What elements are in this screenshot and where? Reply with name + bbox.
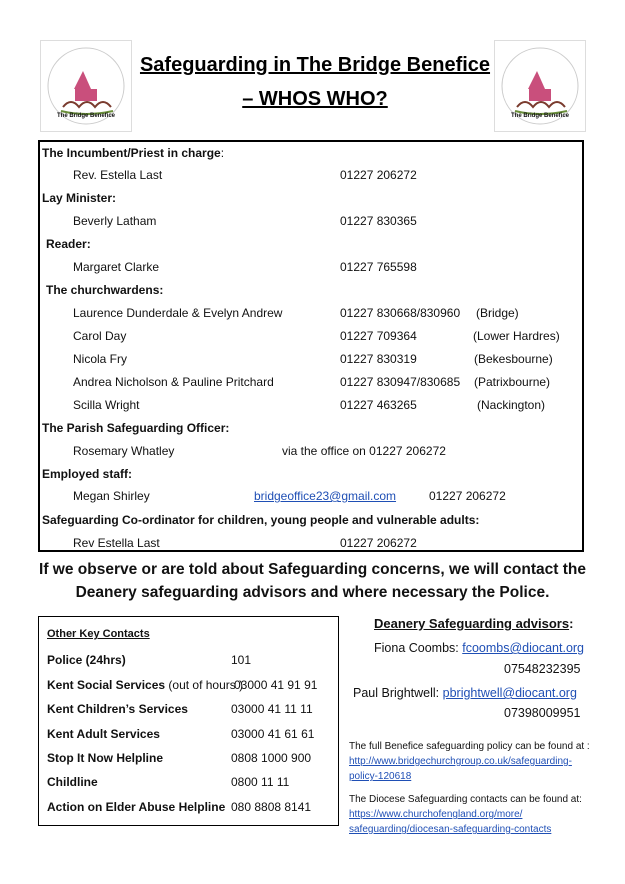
key-contact-row: Kent Adult Services [47, 727, 160, 741]
churchwarden-parish: (Nackington) [477, 398, 546, 412]
employed-staff-phone: 01227 206272 [429, 489, 506, 503]
notice-line-1: If we observe or are told about Safeguarding concerns, we will contact the [39, 561, 586, 578]
employed-staff-heading: Employed staff: [42, 467, 133, 481]
deanery-advisor: Fiona Coombs: fcoombs@diocant.org [374, 641, 585, 655]
churchwarden-parish: (Bekesbourne) [474, 352, 553, 366]
lay-minister-phone: 01227 830365 [340, 214, 417, 228]
employed-staff-name: Megan Shirley [73, 489, 150, 503]
notice-line-2: Deanery safeguarding advisors and where necessary the Police. [75, 584, 550, 601]
key-contact-row: Action on Elder Abuse Helpline [47, 800, 226, 814]
advisor-phone: 07548232395 [504, 662, 581, 676]
churchwarden-parish: (Lower Hardres) [473, 329, 560, 343]
key-contact-number: 0800 11 11 [231, 775, 290, 789]
employed-staff-email-link[interactable]: bridgeoffice23@gmail.com [254, 489, 397, 503]
parish-officer-heading: The Parish Safeguarding Officer: [42, 421, 230, 435]
logo-caption: The Bridge Benefice [510, 113, 569, 119]
policy-link-cont[interactable]: policy-120618 [349, 771, 412, 782]
key-contact-row: Childline [47, 775, 98, 789]
incumbent-name: Rev. Estella Last [73, 168, 163, 182]
churchwarden-parish: (Patrixbourne) [474, 375, 551, 389]
deanery-heading: Deanery Safeguarding advisors: [374, 616, 574, 631]
advisor-phone: 07398009951 [504, 706, 581, 720]
key-contact-number: 080 8808 8141 [231, 800, 312, 814]
coordinator-heading: Safeguarding Co-ordinator for children, young people and vulnerable adults: [42, 513, 480, 527]
incumbent-phone: 01227 206272 [340, 168, 417, 182]
reader-heading: Reader: [46, 237, 91, 251]
churchwarden-phone: 01227 830319 [340, 352, 417, 366]
coordinator-phone: 01227 206272 [340, 536, 417, 550]
churchwarden-name: Andrea Nicholson & Pauline Pritchard [73, 375, 274, 389]
key-contacts-box [38, 616, 339, 826]
advisor-email-link[interactable]: pbrightwell@diocant.org [442, 686, 577, 700]
reader-name: Margaret Clarke [73, 260, 160, 274]
key-contacts-heading: Other Key Contacts [47, 628, 150, 640]
policy-link[interactable]: http://www.bridgechurchgroup.co.uk/safeguarding- [349, 756, 572, 767]
churchwarden-phone: 01227 830668/830960 [340, 306, 461, 320]
deanery-advisor: Paul Brightwell: pbrightwell@diocant.org [353, 686, 577, 700]
diocese-text: The Diocese Safeguarding contacts can be found at: [349, 794, 582, 805]
reader-phone: 01227 765598 [340, 260, 417, 274]
key-contact-number: 03000 41 91 91 [234, 678, 318, 692]
key-contact-number: 101 [231, 653, 252, 667]
key-contact-row: Stop It Now Helpline [47, 751, 163, 765]
parish-officer-name: Rosemary Whatley [73, 444, 175, 458]
churchwardens-heading: The churchwardens: [46, 283, 164, 297]
diocese-link[interactable]: https://www.churchofengland.org/more/ [349, 809, 523, 820]
key-contact-number: 0808 1000 900 [231, 751, 312, 765]
key-contact-row: Kent Social Services (out of hours ) [47, 678, 244, 692]
key-contact-row: Police (24hrs) [47, 653, 126, 667]
churchwarden-phone: 01227 463265 [340, 398, 417, 412]
lay-minister-name: Beverly Latham [73, 214, 157, 228]
benefice-logo-left [40, 40, 132, 132]
parish-officer-contact: via the office on 01227 206272 [282, 444, 446, 458]
advisor-email-link[interactable]: fcoombs@diocant.org [462, 641, 585, 655]
benefice-logo-right [494, 40, 586, 132]
incumbent-heading: The Incumbent/Priest in charge: [42, 146, 225, 160]
churchwarden-parish: (Bridge) [476, 306, 519, 320]
key-contact-number: 03000 41 61 61 [231, 727, 315, 741]
logo-caption: The Bridge Benefice [56, 113, 115, 119]
churchwarden-phone: 01227 830947/830685 [340, 375, 461, 389]
page-title-line-2: – WHOS WHO? [242, 88, 388, 110]
churchwarden-name: Laurence Dunderdale & Evelyn Andrew [73, 306, 283, 320]
churchwarden-name: Scilla Wright [73, 398, 140, 412]
churchwarden-phone: 01227 709364 [340, 329, 417, 343]
coordinator-name: Rev Estella Last [73, 536, 160, 550]
key-contact-number: 03000 41 11 11 [231, 702, 313, 716]
page-title-line-1: Safeguarding in The Bridge Benefice [139, 54, 491, 76]
policy-text: The full Benefice safeguarding policy can be found at : [349, 741, 590, 752]
key-contact-row: Kent Children’s Services [47, 702, 188, 716]
churchwarden-name: Carol Day [73, 329, 127, 343]
lay-minister-heading: Lay Minister: [42, 191, 117, 205]
churchwarden-name: Nicola Fry [73, 352, 128, 366]
diocese-link-cont[interactable]: safeguarding/diocesan-safeguarding-contacts [349, 824, 552, 835]
